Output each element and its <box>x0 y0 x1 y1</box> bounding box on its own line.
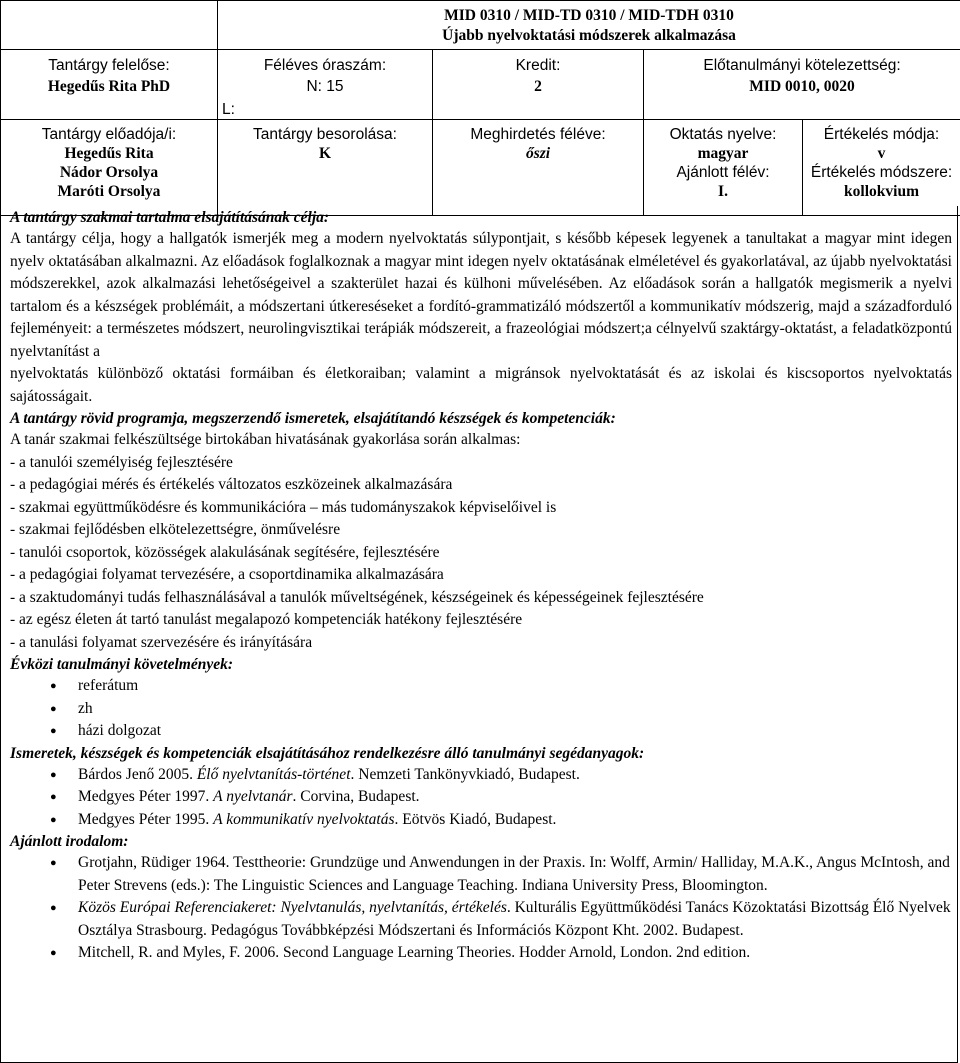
program-item: - a pedagógiai mérés és értékelés változatos eszközeinek alkalmazására <box>10 476 453 493</box>
segedanyag-heading: Ismeretek, készségek és kompetenciák elsajátításához rendelkezésre álló tanulmányi segédanyagok: <box>10 744 645 762</box>
segedanyag-list <box>10 764 952 832</box>
meghirdetes-label: Meghirdetés féléve: <box>470 126 606 143</box>
eloado-label: Tantárgy előadója/i: <box>41 126 177 143</box>
kredit-label: Kredit: <box>515 57 561 74</box>
irodalom-list <box>10 852 952 965</box>
kovetelmeny-list <box>10 675 952 743</box>
list-item: ● referátum <box>10 675 952 698</box>
eloado-3: Maróti Orsolya <box>57 183 161 200</box>
ref-text: Mitchell, R. and Myles, F. 2006. Second Language Learning Theories. Hodder Arnold, London. 2nd edition. <box>78 944 751 961</box>
besorolas-label: Tantárgy besorolása: <box>253 126 397 143</box>
list-item <box>10 942 952 965</box>
oraszam-n: N: 15 <box>306 78 344 95</box>
cel-paragraph-2: nyelvoktatás különböző oktatási formáiban és életkoraiban; valamint a migránsok nyelvoktatását és az iskolai és kiscsoportos nyelvoktatás sajátosságait. <box>10 365 952 405</box>
course-title: Újabb nyelvoktatási módszerek alkalmazása <box>442 27 736 44</box>
ref-title: Közös Európai Referenciakeret: Nyelvtanulás, nyelvtanítás, értékelés <box>78 899 507 916</box>
ajanlott-value: I. <box>718 183 728 200</box>
program-item: - a tanulói személyiség fejlesztésére <box>10 453 233 471</box>
elotanulmany-value: MID 0010, 0020 <box>749 78 855 95</box>
program-intro: A tanár szakmai felkészültsége birtokában hivatásának gyakorlása során alkalmas: <box>10 431 521 448</box>
meghirdetes-value: őszi <box>525 145 551 162</box>
ertekeles-mod-value: v <box>877 145 886 162</box>
program-item: - a szaktudományi tudás felhasználásával a tanulók műveltségének, készségeinek és képességeinek fejlesztésére <box>10 588 704 606</box>
eloado-2: Nádor Orsolya <box>59 164 159 181</box>
program-item: - a pedagógiai folyamat tervezésére, a csoportdinamika alkalmazására <box>10 566 444 583</box>
list-item <box>10 786 952 809</box>
list-item <box>10 897 952 942</box>
ref-text: Grotjahn, Rüdiger 1964. Testtheorie: Grundzüge und Anwendungen in der Praxis. In: Wolff, Armin/ Halliday, M.A.K., Angus McIntosh, and Peter Strevens (eds.): The Linguistic Sciences and Language Teaching. Indiana University Press, Bloomington. <box>78 854 950 894</box>
ertekeles-mod-label: Értékelés módja: <box>823 126 940 143</box>
ref-author: Bárdos Jenő 2005. <box>78 765 197 783</box>
kovetelmeny-heading: Évközi tanulmányi követelmények: <box>10 656 234 673</box>
nyelv-value: magyar <box>697 145 749 162</box>
program-item: - az egész életen át tartó tanulást megalapozó kompetenciák hatékony fejlesztésére <box>10 611 523 628</box>
ref-title: Élő nyelvtanítás-történet <box>196 765 351 783</box>
ref-title: A kommunikatív nyelvoktatás <box>213 810 395 828</box>
list-item <box>10 764 952 787</box>
ref-author: Medgyes Péter 1997. <box>78 788 214 805</box>
list-item <box>10 809 952 832</box>
list-item: ● zh <box>10 698 952 721</box>
course-header-table <box>0 0 960 216</box>
ajanlott-label: Ajánlott félév: <box>676 164 770 181</box>
ref-author: Medgyes Péter 1995. <box>78 810 214 828</box>
oraszam-label: Féléves óraszám: <box>263 57 387 74</box>
ertekeles-modszer-label: Értékelés módszere: <box>810 164 953 181</box>
ref-title: A nyelvtanár <box>213 788 293 805</box>
ref-publisher: . Nemzeti Tankönyvkiadó, Budapest. <box>350 765 580 783</box>
ertekeles-modszer-value: kollokvium <box>844 183 919 200</box>
besorolas-value: K <box>318 145 332 162</box>
felelos-value: Hegedűs Rita PhD <box>47 78 171 95</box>
program-item: - a tanulási folyamat szervezésére és irányítására <box>10 633 313 651</box>
ref-publisher: . Kulturális Együttműködési Tanács Közoktatási Bizottság Élő Nyelvek Osztálya Strasbourg. Pedagógus Továbbképzési Módszertani és Információs Központ Kht. 2002. Budapest. <box>78 899 951 939</box>
ref-publisher: . Eötvös Kiadó, Budapest. <box>394 810 557 828</box>
program-item: - tanulói csoportok, közösségek alakulásának segítésére, fejlesztésére <box>10 543 440 561</box>
program-heading: A tantárgy rövid programja, megszerzendő ismeretek, elsajátítandó készségek és kompetenciák: <box>10 410 616 427</box>
kredit-value: 2 <box>534 78 542 95</box>
program-item: - szakmai fejlődésben elkötelezettségre, önművelésre <box>10 521 341 538</box>
list-item <box>10 852 952 897</box>
cel-paragraph: A tantárgy célja, hogy a hallgatók ismerjék meg a modern nyelvoktatás súlypontjait, s később képesek legyenek a tanultakat a magyar mint idegen nyelv oktatásában alkalmazni. Az előadások foglalkoznak a magyar mint idegen nyelv oktatásának elméletével és gyakorlatával, az újabb nyelvoktatási módszerekkel, azok alkalmazási lehetőségeivel a szakterület hazai és külhoni művelésében. Az előadások során a hallgatók megismerik a nyelvi tartalom és a készségek problémáit, a módszertani útkereséseket a fordító-grammatizáló módszertől a kommunikatív módszerig, majd a századforduló fejleményeit: a természetes módszert, neurolingvisztikai terápiák módszereit, a frazeológiai módszert;a célnyelvű szaktárgy-oktatást, a feladatközpontú nyelvtanítást a <box>10 230 952 360</box>
cel-heading: A tantárgy szakmai tartalma elsajátításának célja: <box>10 209 330 226</box>
irodalom-heading: Ajánlott irodalom: <box>10 833 129 850</box>
felelos-label: Tantárgy felelőse: <box>48 57 170 74</box>
oraszam-l: L: <box>222 101 235 118</box>
program-item: - szakmai együttműködésre és kommunikációra – más tudományszakok képviselőivel is <box>10 498 557 516</box>
course-code: MID 0310 / MID-TD 0310 / MID-TDH 0310 <box>444 7 734 24</box>
course-content <box>0 206 958 1063</box>
ref-publisher: . Corvina, Budapest. <box>292 788 420 805</box>
list-item: ● házi dolgozat <box>10 720 952 743</box>
elotanulmany-label: Előtanulmányi kötelezettség: <box>703 57 901 74</box>
eloado-1: Hegedűs Rita <box>64 145 154 162</box>
nyelv-label: Oktatás nyelve: <box>669 126 777 143</box>
